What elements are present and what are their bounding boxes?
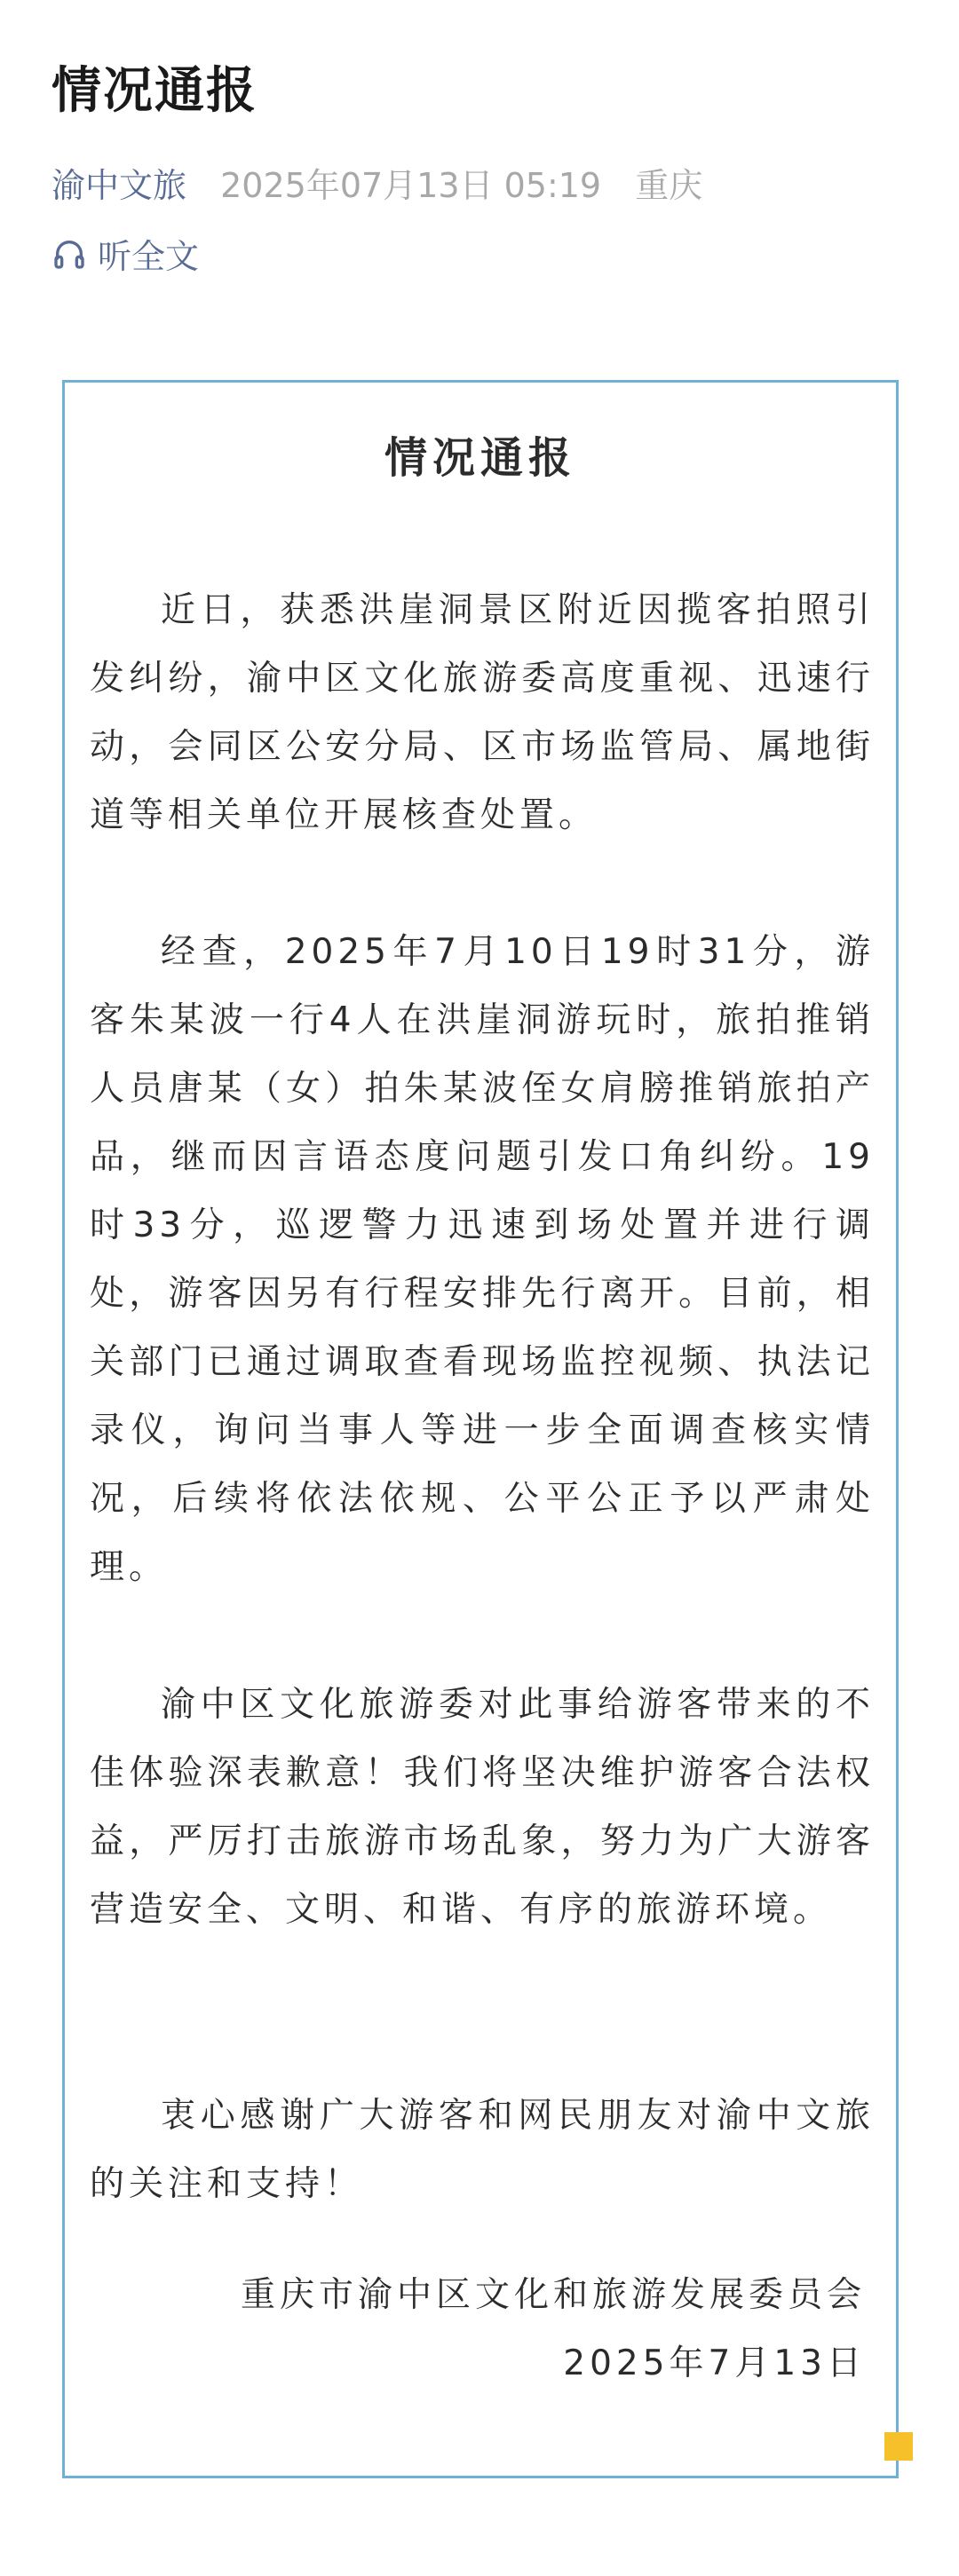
notice-image bbox=[62, 380, 899, 2478]
signature-organization: 重庆市渝中区文化和旅游发展委员会 bbox=[240, 2275, 866, 2315]
source-account-link[interactable]: 渝中文旅 bbox=[52, 166, 187, 205]
listen-full-text-button[interactable] bbox=[52, 229, 199, 278]
publish-location: 重庆 bbox=[635, 166, 703, 205]
notice-title: 情况通报 bbox=[384, 433, 576, 483]
notice-paragraph: 近日，获悉洪崖洞景区附近因揽客拍照引发纠纷，渝中区文化旅游委高度重视、迅速行动，会同区公安分局、区市场监管局、属地街道等相关单位开展核查处置。 bbox=[90, 590, 875, 835]
notice-paragraph: 经查，2025年7月10日19时31分，游客朱某波一行4人在洪崖洞游玩时，旅拍推销人员唐某（女）拍朱某波侄女肩膀推销旅拍产品，继而因言语态度问题引发口角纠纷。19时33分，巡逻警力迅速到场处置并进行调处，游客因另有行程安排先行离开。目前，相关部门已通过调取查看现场监控视频、执法记录仪，询问当事人等进一步全面调查核实情况，后续将依法依规、公平公正予以严肃处理。 bbox=[90, 932, 875, 1587]
notice-paragraph: 渝中区文化旅游委对此事给游客带来的不佳体验深表歉意！我们将坚决维护游客合法权益，严厉打击旅游市场乱象，努力为广大游客营造安全、文明、和谐、有序的旅游环境。 bbox=[90, 1685, 875, 1930]
headphones-icon bbox=[52, 236, 87, 272]
corner-badge-icon bbox=[884, 2432, 913, 2461]
page-title: 情况通报 bbox=[52, 62, 258, 120]
listen-label: 听全文 bbox=[98, 237, 200, 276]
notice-paragraph: 衷心感谢广大游客和网民朋友对渝中文旅的关注和支持！ bbox=[90, 2096, 875, 2204]
publish-date: 2025年07月13日 05:19 bbox=[220, 166, 602, 205]
signature-date: 2025年7月13日 bbox=[563, 2343, 866, 2383]
article-meta bbox=[52, 158, 702, 207]
